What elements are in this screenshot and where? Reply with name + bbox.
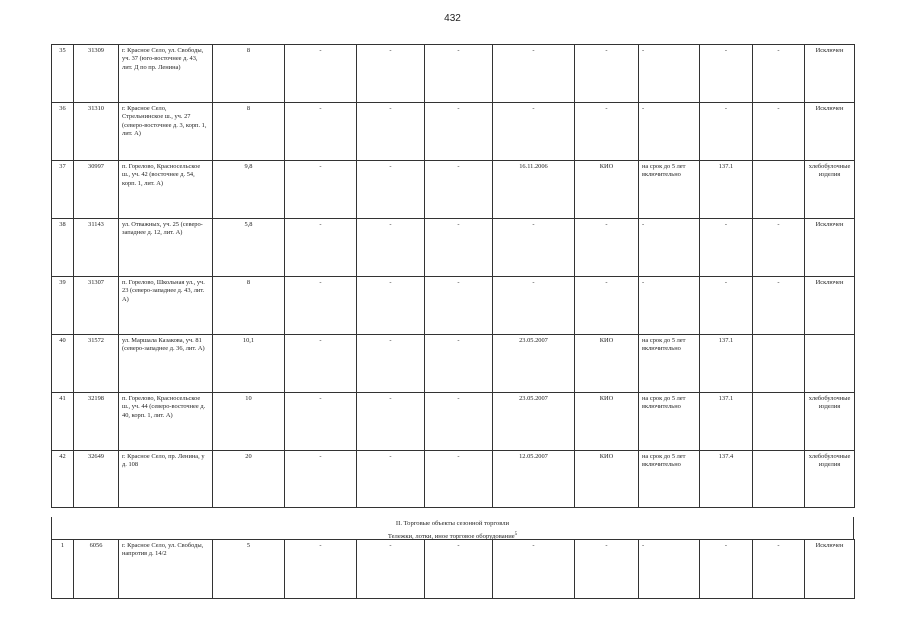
cell-col5: - [285,161,357,219]
cell-area: 10 [213,393,285,451]
cell-address: п. Горелово, Красносельское ш., уч. 44 (северо-восточнее д. 40, корп. 1, лит. А) [119,393,213,451]
cell-code-activity: - [700,540,753,599]
cell-authority: КИО [575,335,639,393]
cell-code: 6056 [74,540,119,599]
cell-authority: - [575,277,639,335]
cell-code-activity: - [700,277,753,335]
table-row [52,540,855,599]
cell-col6: - [357,219,425,277]
cell-authority: КИО [575,161,639,219]
cell-address: ул. Отважных, уч. 25 (северо-западнее д. 12, лит. А) [119,219,213,277]
cell-note: хлебобулочные изделия [805,161,855,219]
cell-col7: - [425,219,493,277]
cell-number: 37 [52,161,74,219]
table-row [52,161,855,219]
cell-area: 8 [213,45,285,103]
cell-note: хлебобулочные изделия [805,393,855,451]
cell-authority: - [575,103,639,161]
seasonal-objects-table [51,539,855,599]
objects-table [51,44,855,508]
cell-col12 [753,393,805,451]
cell-code-activity: - [700,103,753,161]
cell-date: 23.05.2007 [493,393,575,451]
cell-note: Исключен [805,540,855,599]
cell-authority: - [575,540,639,599]
cell-col7: - [425,451,493,508]
cell-date: - [493,103,575,161]
cell-code-activity: 137.1 [700,161,753,219]
cell-col5: - [285,277,357,335]
cell-note: Исключен [805,103,855,161]
cell-col7: - [425,393,493,451]
cell-address: п. Горелово, Школьная ул., уч. 23 (северо-западнее д. 43, лит. А) [119,277,213,335]
cell-date: - [493,219,575,277]
cell-col12: - [753,540,805,599]
cell-area: 5,8 [213,219,285,277]
cell-col5: - [285,451,357,508]
table-row [52,103,855,161]
cell-address: п. Горелово, Красносельское ш., уч. 42 (восточнее д. 54, корп. 1, лит. А) [119,161,213,219]
cell-code: 31572 [74,335,119,393]
cell-date: - [493,277,575,335]
cell-area: 10,1 [213,335,285,393]
cell-col12 [753,335,805,393]
cell-col5: - [285,335,357,393]
cell-code: 31143 [74,219,119,277]
cell-col6: - [357,335,425,393]
cell-address: г. Красное Село, ул. Свободы, уч. 37 (юго-восточнее д. 43, лит. Д по пр. Ленина) [119,45,213,103]
page-number: 432 [444,13,461,24]
cell-number: 41 [52,393,74,451]
cell-number: 36 [52,103,74,161]
cell-area: 8 [213,103,285,161]
cell-note: Исключен [805,277,855,335]
table-row [52,219,855,277]
cell-date: - [493,45,575,103]
cell-code-activity: - [700,45,753,103]
section-title: II. Торговые объекты сезонной торговли [395,520,510,527]
cell-code: 30997 [74,161,119,219]
cell-col6: - [357,161,425,219]
cell-term: на срок до 5 лет включительно [639,335,700,393]
cell-term: на срок до 5 лет включительно [639,161,700,219]
cell-number: 1 [52,540,74,599]
cell-area: 20 [213,451,285,508]
cell-number: 35 [52,45,74,103]
table-row [52,393,855,451]
section-subtitle-text: Тележки, лотки, иное торговое оборудование [387,533,515,541]
cell-number: 40 [52,335,74,393]
cell-col12 [753,161,805,219]
cell-col6: - [357,540,425,599]
cell-col6: - [357,103,425,161]
cell-col7: - [425,45,493,103]
cell-col12 [753,451,805,508]
cell-code-activity: 137.4 [700,451,753,508]
cell-authority: КИО [575,393,639,451]
cell-code-activity: 137.1 [700,335,753,393]
cell-col5: - [285,219,357,277]
cell-code-activity: 137.1 [700,393,753,451]
cell-col5: - [285,540,357,599]
footnote-mark: 5 [514,532,518,537]
cell-code: 31310 [74,103,119,161]
cell-col6: - [357,45,425,103]
cell-term: - [639,277,700,335]
table-row [52,451,855,508]
cell-note: Исключен [805,219,855,277]
cell-col7: - [425,540,493,599]
cell-col5: - [285,393,357,451]
cell-note: хлебобулочные изделия [805,451,855,508]
cell-address: г. Красное Село, ул. Свободы, напротив д. 14/2 [119,540,213,599]
cell-authority: - [575,219,639,277]
cell-code: 31307 [74,277,119,335]
table-row [52,45,855,103]
cell-address: г. Красное Село, Стрельнинское ш., уч. 27 (северо-восточнее д. 3, корп. 1, лит. А) [119,103,213,161]
cell-col7: - [425,277,493,335]
cell-area: 8 [213,277,285,335]
cell-code: 32198 [74,393,119,451]
cell-date: 23.05.2007 [493,335,575,393]
cell-note [805,335,855,393]
cell-note: Исключен [805,45,855,103]
cell-col7: - [425,335,493,393]
cell-col6: - [357,277,425,335]
table-row [52,277,855,335]
cell-number: 42 [52,451,74,508]
cell-term: на срок до 5 лет включительно [639,393,700,451]
cell-col12: - [753,277,805,335]
cell-col5: - [285,103,357,161]
cell-date: - [493,540,575,599]
cell-col7: - [425,161,493,219]
cell-col12: - [753,103,805,161]
cell-number: 38 [52,219,74,277]
cell-area: 9,8 [213,161,285,219]
cell-area: 5 [213,540,285,599]
table-row [52,335,855,393]
cell-code: 31309 [74,45,119,103]
cell-col12: - [753,219,805,277]
cell-code-activity: - [700,219,753,277]
cell-col6: - [357,393,425,451]
cell-address: ул. Маршала Казакова, уч. 81 (северо-западнее д. 36, лит. А) [119,335,213,393]
cell-date: 16.11.2006 [493,161,575,219]
cell-code: 32649 [74,451,119,508]
cell-term: - [639,540,700,599]
cell-term: - [639,103,700,161]
cell-date: 12.05.2007 [493,451,575,508]
cell-authority: КИО [575,451,639,508]
cell-term: на срок до 5 лет включительно [639,451,700,508]
cell-address: г. Красное Село, пр. Ленина, у д. 108 [119,451,213,508]
cell-col12: - [753,45,805,103]
cell-authority: - [575,45,639,103]
cell-term: - [639,45,700,103]
cell-col5: - [285,45,357,103]
cell-number: 39 [52,277,74,335]
cell-term: - [639,219,700,277]
cell-col6: - [357,451,425,508]
cell-col7: - [425,103,493,161]
